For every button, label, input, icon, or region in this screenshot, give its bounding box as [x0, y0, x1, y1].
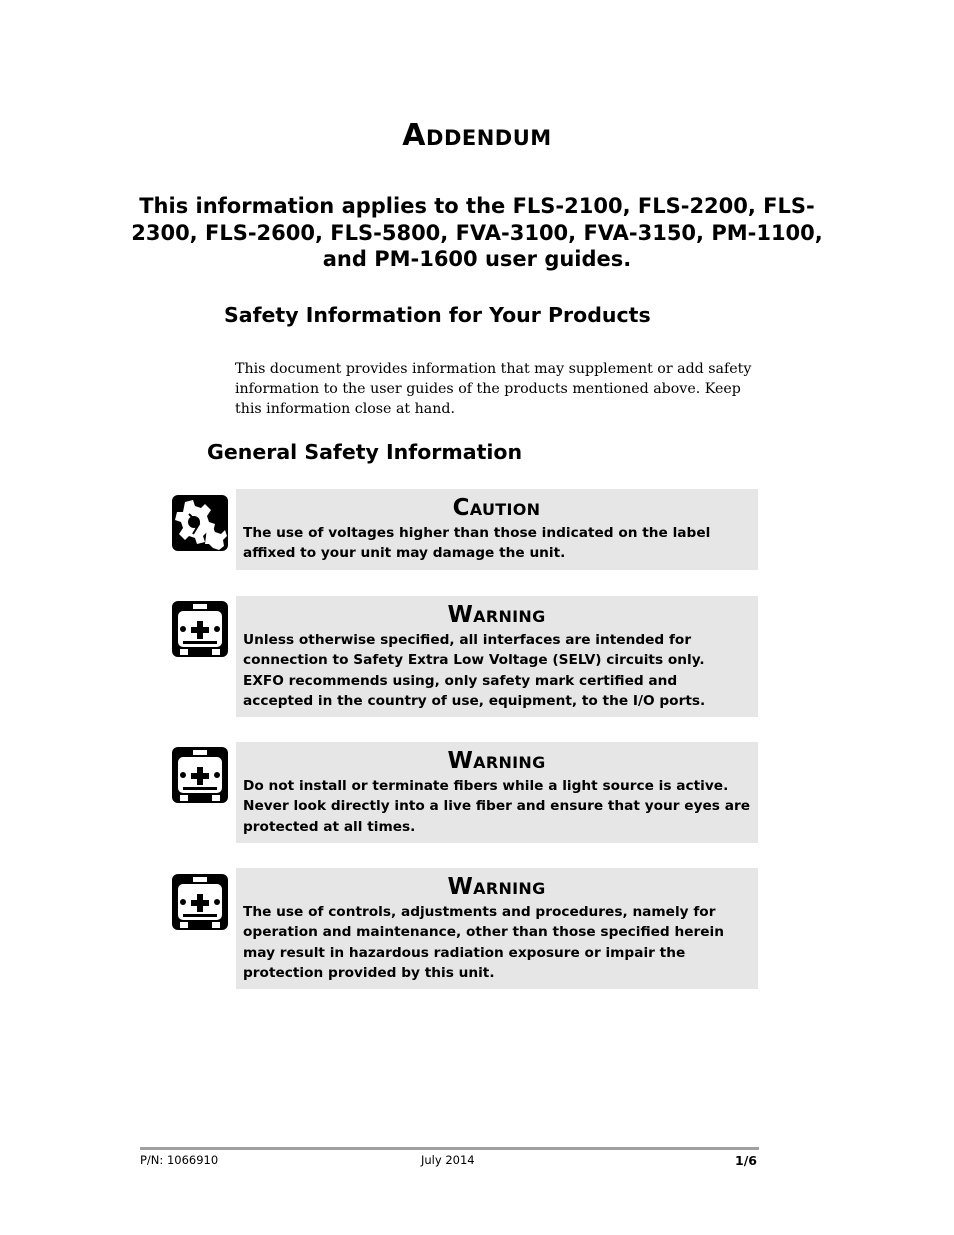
warning-notice: [236, 742, 758, 843]
notice-text: Unless otherwise specified, all interfaces are intended for connection to Safety Extra Low Voltage (SELV) circuits only. EXFO recommends using, only safety mark certified and accepted in the country of use, equipment, to the I/O ports.: [243, 632, 706, 709]
footer-part-number: P/N: 1066910: [140, 1153, 219, 1167]
warning-ambulance-icon: [171, 873, 229, 931]
warning-notice: [236, 596, 758, 717]
notice-text: Do not install or terminate fibers while a light source is active. Never look directly into a live fiber and ensure that your eyes are protected at all times.: [243, 778, 750, 835]
applies-to-statement: This information applies to the FLS-2100, FLS-2200, FLS-2300, FLS-2600, FLS-5800, FVA-3100, FVA-3150, PM-1100, and PM-1600 user guides.: [131, 194, 823, 271]
warning-notice: [236, 868, 758, 989]
warning-ambulance-icon: [171, 600, 229, 658]
footer-page-number: 1/6: [735, 1153, 757, 1168]
notice-title: Warning: [447, 748, 546, 774]
notice-title: Warning: [447, 874, 546, 900]
subsection-heading: General Safety Information: [207, 440, 523, 464]
caution-gears-icon: [171, 494, 229, 552]
notice-title: Caution: [452, 495, 541, 521]
footer-date: July 2014: [421, 1153, 475, 1167]
section-heading: Safety Information for Your Products: [224, 303, 651, 327]
notice-text: The use of voltages higher than those indicated on the label affixed to your unit may damage the unit.: [243, 525, 711, 562]
footer-divider: [140, 1147, 759, 1150]
notice-text: The use of controls, adjustments and procedures, namely for operation and maintenance, other than those specified herein may result in hazardous radiation exposure or impair the protection provided by this unit.: [243, 904, 724, 981]
intro-paragraph: This document provides information that may supplement or add safety information to the user guides of the products mentioned above. Keep this information close at hand.: [235, 361, 752, 418]
warning-ambulance-icon: [171, 746, 229, 804]
caution-notice: [236, 489, 758, 570]
notice-title: Warning: [447, 602, 546, 628]
page-title: Addendum: [402, 118, 552, 153]
